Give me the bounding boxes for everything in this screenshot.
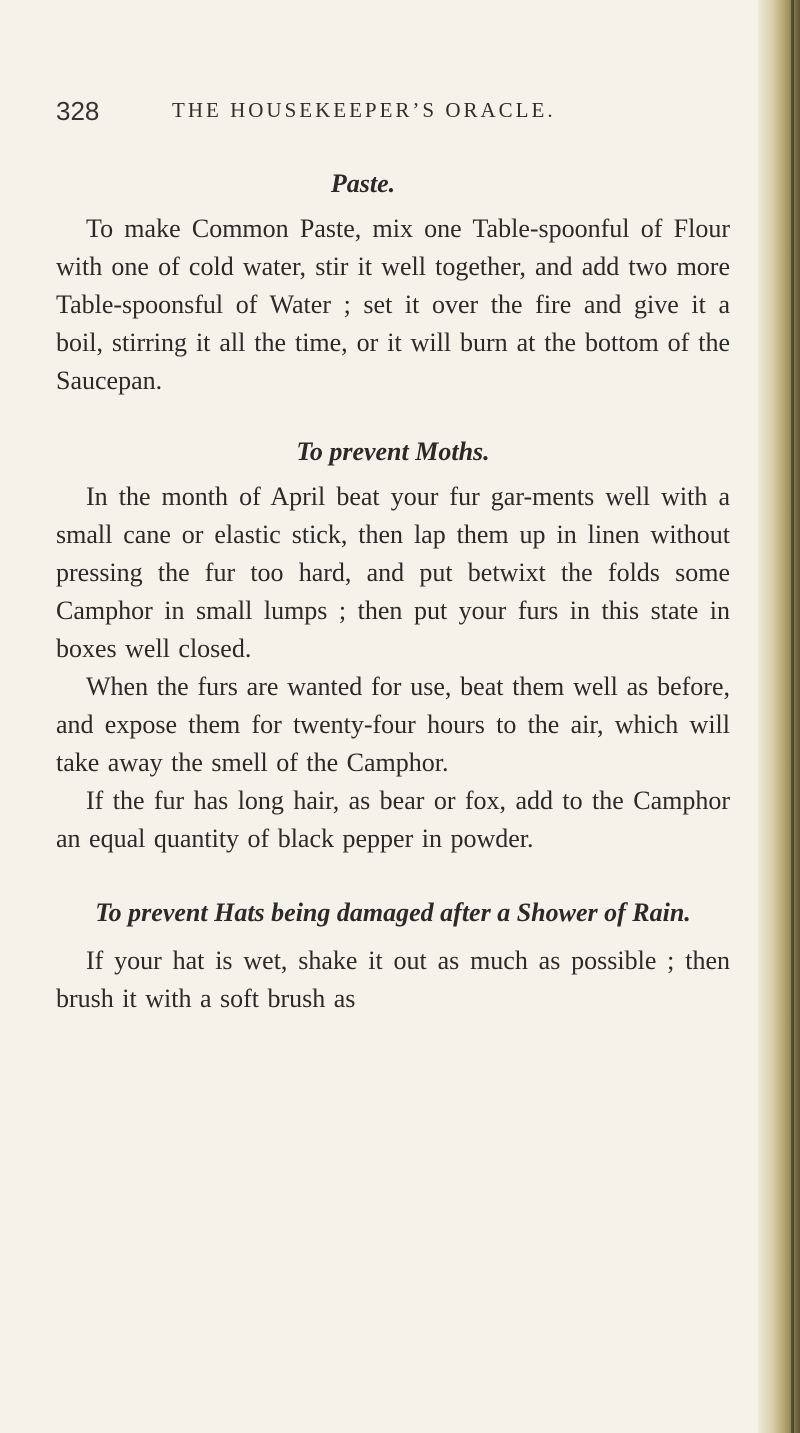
running-title: THE HOUSEKEEPER’S ORACLE. — [172, 98, 556, 122]
paragraph: If the fur has long hair, as bear or fox, add to the Camphor an equal quantity of black pepper in powder. — [56, 786, 730, 853]
section-heading-hats: To prevent Hats being damaged after a Shower of Rain. — [95, 898, 691, 927]
paragraph: In the month of April beat your fur gar-ments well with a small cane or elastic stick, then lap them up in linen without pressing the fur too hard, and put betwixt the folds some Camphor in small lumps ; then put your furs in this state in boxes well closed. — [56, 482, 730, 663]
paragraph: When the furs are wanted for use, beat them well as before, and expose them for twenty-four hours to the air, which will take away the smell of the Camphor. — [56, 672, 730, 777]
paragraph: To make Common Paste, mix one Table-spoonful of Flour with one of cold water, stir it well together, and add two more Table-spoonsful of Water ; set it over the fire and give it a boil, stirring it all the time, or it will burn at the bottom of the Saucepan. — [56, 214, 730, 395]
paragraph: If your hat is wet, shake it out as much as possible ; then brush it with a soft brush as — [56, 946, 730, 1013]
section-heading-paste: Paste. — [330, 169, 396, 198]
page-number: 328 — [56, 96, 100, 126]
section-heading-moths: To prevent Moths. — [296, 437, 490, 466]
page-body — [56, 168, 730, 1018]
running-header — [56, 96, 736, 136]
binding-edge-line — [791, 0, 794, 1433]
